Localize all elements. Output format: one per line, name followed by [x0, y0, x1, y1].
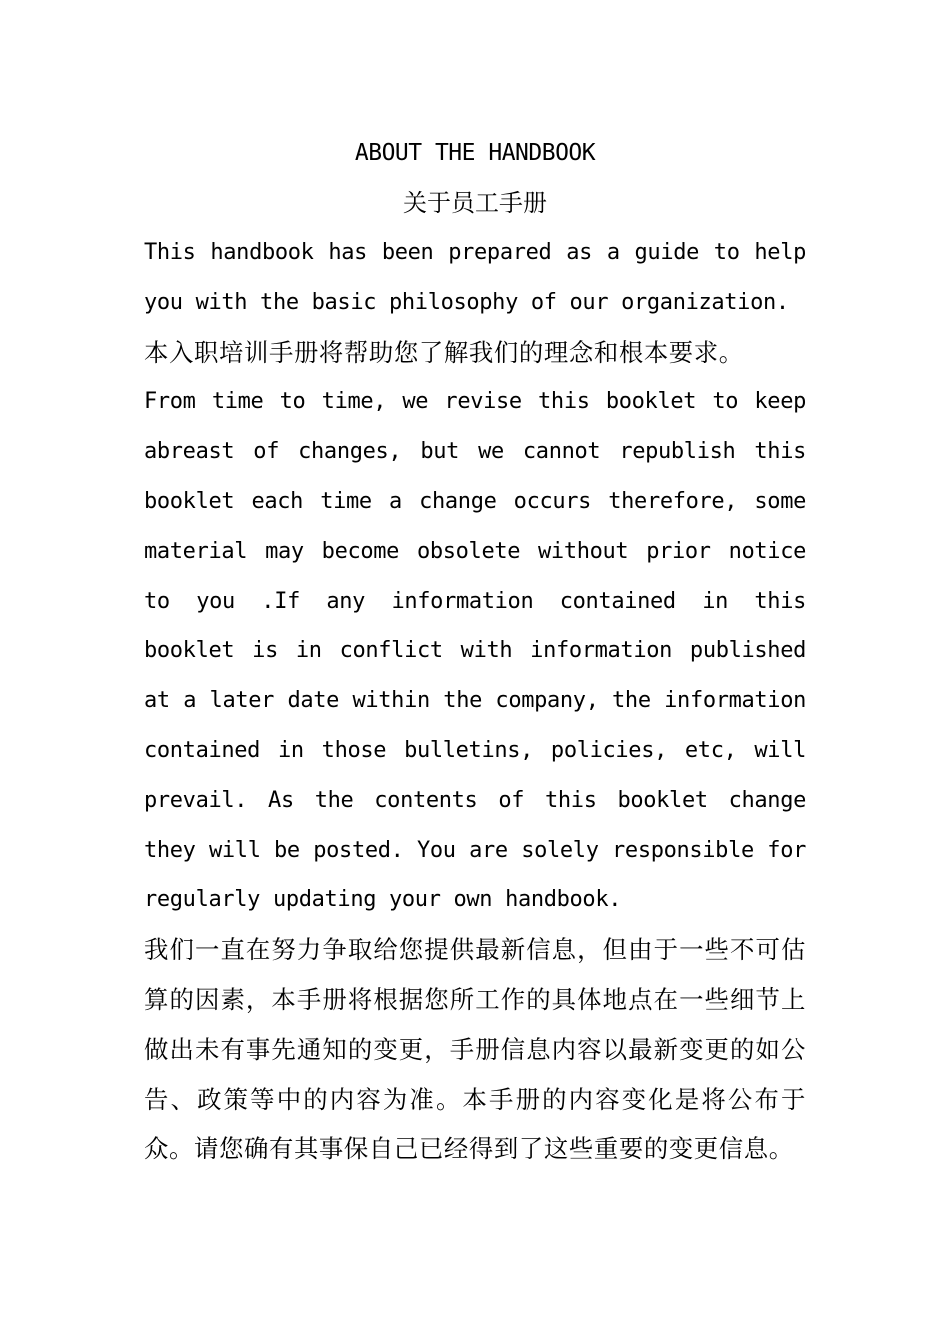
title-english: ABOUT THE HANDBOOK — [354, 140, 596, 166]
document-page — [144, 128, 806, 1174]
paragraph-revisions-chinese: 我们一直在努力争取给您提供最新信息，但由于一些不可估算的因素，本手册将根据您所工作的具体地点在一些细节上做出未有事先通知的变更，手册信息内容以最新变更的如公告、政策等中的内容为准。本手册的内容变化是将公布于众。请您确有其事保自己已经得到了这些重要的变更信息。 — [144, 935, 806, 1164]
paragraph-revisions-english: From time to time, we revise this booklet to keep abreast of changes, but we cannot republish this booklet each time a change occurs therefore, some material may become obsolete without prior notice to you .If any information contained in this booklet is in conflict with information published at a later date within the company, the information contained in those bulletins, policies, etc, will prevail. As the contents of this booklet change they will be posted. You are solely responsible for regularly updating your own handbook. — [144, 389, 806, 913]
paragraph-intro-english: This handbook has been prepared as a guide to help you with the basic philosophy of our organization. — [144, 240, 806, 315]
title-chinese: 关于员工手册 — [403, 189, 547, 217]
paragraph-intro-chinese: 本入职培训手册将帮助您了解我们的理念和根本要求。 — [144, 337, 744, 367]
